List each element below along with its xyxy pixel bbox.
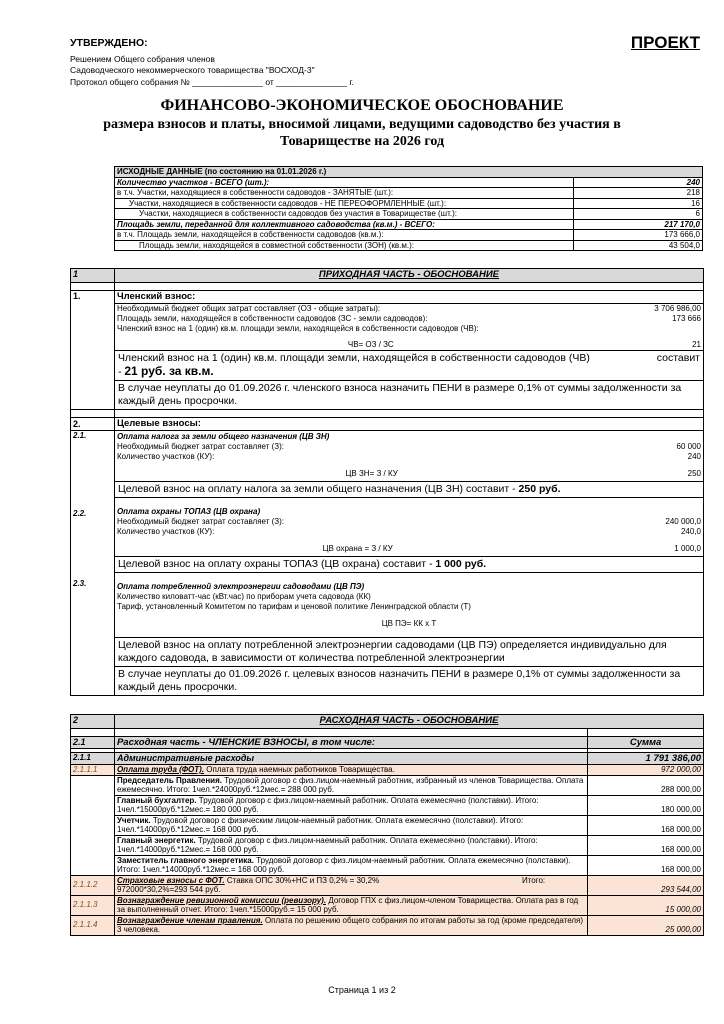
tax-plots-value: 240 xyxy=(687,452,701,461)
staff-text: Трудовой договор с физ.лицом-наемный работник. Оплата ежемесячно (полставки). Итого: 1чел.*14000руб.*12мес.= 168 000 руб. xyxy=(116,835,538,854)
member-fee-title: Членский взнос: xyxy=(115,291,703,304)
source-row-value: 217 170,0 xyxy=(574,219,703,230)
board-text: Оплата по решению общего собрания по итогам работы за год (кроме председателя) 3 человека. xyxy=(116,915,584,934)
insurance-row xyxy=(114,875,587,895)
tax-formula: ЦВ ЗН= З / КУ xyxy=(345,469,398,478)
insurance-calc: 972000*30,2%=293 544 руб. xyxy=(116,885,221,894)
security-formula: ЦВ охрана = З / КУ xyxy=(322,544,393,553)
wage-number: 2.1.1.1 xyxy=(71,765,115,776)
staff-sum: 168 000,00 xyxy=(588,855,704,875)
member-conclusion-text: Членский взнос на 1 (один) кв.м. площади земли, находящейся в собственности садоводов (ЧВ) xyxy=(117,352,590,364)
expense-section-number: 2 xyxy=(71,715,115,729)
project-stamp: ПРОЕКТ xyxy=(630,33,700,52)
member-conclusion xyxy=(115,350,703,380)
member-rate-label: Членский взнос на 1 (один) кв.м. площади земли, находящейся в собственности садоводов (ЧВ): xyxy=(116,324,479,333)
income-section-heading: ПРИХОДНАЯ ЧАСТЬ - ОБОСНОВАНИЕ xyxy=(114,269,703,283)
power-tariff-label: Тариф, установленный Комитетом по тарифам и ценовой политике Ленинградской области (Т) xyxy=(116,602,471,611)
staff-sum: 288 000,00 xyxy=(588,775,704,795)
source-row-value: 6 xyxy=(574,209,703,220)
source-heading: ИСХОДНЫЕ ДАННЫЕ (по состоянию на 01.01.2026 г.) xyxy=(115,167,703,178)
sum-column-header: Сумма xyxy=(588,737,704,749)
source-row-value: 240 xyxy=(574,177,703,188)
security-subtitle: Оплата охраны ТОПАЗ (ЦВ охрана) xyxy=(116,507,261,516)
approval-line-1: Решением Общего собрания членов xyxy=(70,53,215,64)
security-result-box xyxy=(115,556,703,573)
staff-text: Трудовой договор с физ.лицом-наемный работник. Оплата ежемесячно (полставки). Итого: 1чел.*15000руб.*12мес.= 180 000 руб. xyxy=(116,795,539,814)
page-number: Страница 1 из 2 xyxy=(328,985,396,995)
security-formula-value: 1 000,0 xyxy=(674,544,701,553)
insurance-text: Ставка ОПС 30%+НС и ПЗ 0,2% = 30,2% xyxy=(226,875,380,885)
staff-sum: 180 000,00 xyxy=(588,795,704,815)
staff-text: Трудовой договор с физ.лицом-наемный работник, избранный из членов Товарищества. Оплата ежемесячно. Итого: 1чел.*24000руб.*12мес.= 288 000 руб. xyxy=(116,775,584,794)
source-row-label: в т.ч. Участки, находящиеся в собственности садоводов - ЗАНЯТЫЕ (шт.): xyxy=(115,188,574,199)
tax-result-box xyxy=(115,481,703,498)
board-number: 2.1.1.4 xyxy=(71,915,115,935)
power-subtitle: Оплата потребленной электроэнергии садоводами (ЦВ ПЭ) xyxy=(116,582,365,591)
tax-subtitle: Оплата налога за земли общего назначения (ЦВ ЗН) xyxy=(116,432,330,441)
security-plots-label: Количество участков (КУ): xyxy=(116,527,215,536)
security-result-text: Целевой взнос на оплату охраны ТОПАЗ (ЦВ охрана) составит - xyxy=(117,558,436,570)
admin-title: Административные расходы xyxy=(114,753,587,765)
title-line-3: Товариществе на 2026 год xyxy=(279,134,445,149)
admin-number: 2.1.1 xyxy=(71,753,115,765)
source-row-label: Количество участков - ВСЕГО (шт.): xyxy=(115,177,574,188)
staff-sum: 168 000,00 xyxy=(588,815,704,835)
staff-role: Председатель Правления. xyxy=(116,775,222,785)
target-sub3-number: 2.3. xyxy=(73,579,87,588)
power-result-box: Целевой взнос на оплату потребленной электроэнергии садоводами (ЦВ ПЭ) определяется индивидуально для каждого садовода, в зависимости от количества потребленной электроэнергии xyxy=(115,637,703,666)
income-section-number: 1 xyxy=(71,269,115,283)
audit-number: 2.1.1.3 xyxy=(71,895,115,915)
title-line-2: размера взносов и платы, вносимой лицами, ведущими садоводство без участия в xyxy=(103,117,621,132)
insurance-total-label: Итого: xyxy=(521,875,546,885)
wage-text: Оплата труда наемных работников Товарищества. xyxy=(206,765,395,774)
member-formula: ЧВ= ОЗ / ЗС xyxy=(347,340,394,349)
power-kwh-label: Количество киловатт-час (кВт.час) по приборам учета садовода (КК) xyxy=(116,592,371,601)
tax-budget-value: 60 000 xyxy=(676,442,701,451)
staff-role: Заместитель главного энергетика. xyxy=(116,855,254,865)
target-sub1-number: 2.1. xyxy=(73,431,87,440)
audit-sum: 15 000,00 xyxy=(588,895,704,915)
source-row-label: Площадь земли, находящейся в совместной собственности (ЗОН) (кв.м.): xyxy=(115,240,574,251)
source-row-label: Площадь земли, переданной для коллективного садоводства (кв.м.) - ВСЕГО: xyxy=(115,219,574,230)
member-rate-result: 21 руб. за кв.м. xyxy=(124,364,214,378)
power-formula: ЦВ ПЭ= КК х Т xyxy=(381,619,437,628)
security-budget-value: 240 000,0 xyxy=(665,517,701,526)
approval-line-3: Протокол общего собрания № _______________ от _______________ г. xyxy=(70,76,354,87)
staff-role: Учетчик. xyxy=(116,815,151,825)
source-row-value: 43 504,0 xyxy=(574,240,703,251)
security-result-amount: 1 000 руб. xyxy=(435,558,487,570)
target-fee-block xyxy=(114,418,703,696)
member-conclusion-will: составит xyxy=(656,352,700,364)
target-fee-numbers xyxy=(71,418,115,696)
board-row xyxy=(114,915,587,935)
insurance-sum: 293 544,00 xyxy=(588,875,704,895)
source-row-label: Участки, находящиеся в собственности садоводов без участия в Товариществе (шт.): xyxy=(115,209,574,220)
expense-table xyxy=(70,714,704,936)
staff-row xyxy=(114,815,587,835)
insurance-title: Страховые взносы с ФОТ. xyxy=(116,875,225,885)
insurance-number: 2.1.1.2 xyxy=(71,875,115,895)
tax-formula-value: 250 xyxy=(687,469,701,478)
staff-text: Трудовой договор с физическим лицом-наемный работник. Оплата ежемесячно (полставки). Итого: 1чел.*14000руб.*12мес.= 168 000 руб. xyxy=(116,815,524,834)
security-budget-label: Необходимый бюджет затрат составляет (З): xyxy=(116,517,284,526)
approved-label: УТВЕРЖДЕНО: xyxy=(70,37,148,49)
tax-plots-label: Количество участков (КУ): xyxy=(116,452,215,461)
source-row-value: 16 xyxy=(574,198,703,209)
board-title: Вознаграждение членам правления. xyxy=(116,915,263,925)
audit-title: Вознаграждение ревизионной комиссии (ревизору). xyxy=(116,895,327,905)
tax-result-text: Целевой взнос на оплату налога за земли общего назначения (ЦВ ЗН) составит - xyxy=(117,483,519,495)
staff-row xyxy=(114,835,587,855)
staff-row xyxy=(114,855,587,875)
source-data-table xyxy=(114,166,703,251)
security-plots-value: 240,0 xyxy=(680,527,701,536)
staff-text: Трудовой договор с физ.лицом-наемный работник. Оплата ежемесячно (полставки). Итого: 1чел.*14000руб.*12мес.= 168 000 руб. xyxy=(116,855,571,874)
source-row-label: в т.ч. Площадь земли, находящейся в собственности садоводов (кв.м.): xyxy=(115,230,574,241)
staff-role: Главный энергетик. xyxy=(116,835,196,845)
approval-block xyxy=(70,38,354,88)
board-sum: 25 000,00 xyxy=(588,915,704,935)
tax-budget-label: Необходимый бюджет затрат составляет (З): xyxy=(116,442,284,451)
member-fee-block xyxy=(114,291,703,410)
target-fee-number: 2. xyxy=(71,418,114,431)
target-sub2-number: 2.2. xyxy=(73,509,87,518)
member-budget-value: 3 706 986,00 xyxy=(654,304,701,313)
wage-sum: 972 000,00 xyxy=(588,765,704,776)
member-penalty-note: В случае неуплаты до 01.09.2026 г. членского взноса назначить ПЕНИ в размере 0,1% от суммы задолженности за каждый день просрочки. xyxy=(115,380,703,409)
staff-role: Главный бухгалтер. xyxy=(116,795,197,805)
audit-text: Договор ГПХ с физ.лицом-членом Товарищества. Оплата раз в год за выполненный отчет. Итого: 1чел.*15000руб.= 15 000 руб. xyxy=(116,895,579,914)
title-line-1: ФИНАНСОВО-ЭКОНОМИЧЕСКОЕ ОБОСНОВАНИЕ xyxy=(160,97,564,114)
target-fee-title: Целевые взносы: xyxy=(115,418,703,431)
expense-sub-title: Расходная часть - ЧЛЕНСКИЕ ВЗНОСЫ, в том числе: xyxy=(114,737,587,749)
member-budget-label: Необходимый бюджет общих затрат составляет (ОЗ - общие затраты): xyxy=(116,304,381,313)
admin-sum: 1 791 386,00 xyxy=(588,753,704,765)
staff-sum: 168 000,00 xyxy=(588,835,704,855)
source-row-value: 218 xyxy=(574,188,703,199)
expense-section-heading: РАСХОДНАЯ ЧАСТЬ - ОБОСНОВАНИЕ xyxy=(114,715,703,729)
member-conclusion-dash: - xyxy=(117,366,125,378)
member-formula-value: 21 xyxy=(692,340,701,349)
tax-result-amount: 250 руб. xyxy=(518,483,561,495)
audit-row xyxy=(114,895,587,915)
target-penalty-note: В случае неуплаты до 01.09.2026 г. целевых взносов назначить ПЕНИ в размере 0,1% от суммы задолженности за каждый день просрочки. xyxy=(115,666,703,695)
staff-row xyxy=(114,775,587,795)
wage-title: Оплата труда (ФОТ). xyxy=(116,765,205,774)
document-title xyxy=(0,96,724,150)
income-table xyxy=(70,268,704,696)
source-row-value: 173 666,0 xyxy=(574,230,703,241)
approval-line-2: Садоводческого некоммерческого товарищества "ВОСХОД-3" xyxy=(70,65,315,75)
member-fee-number: 1. xyxy=(71,291,115,410)
source-row-label: Участки, находящиеся в собственности садоводов - НЕ ПЕРЕОФОРМЛЕННЫЕ (шт.): xyxy=(115,198,574,209)
member-area-value: 173 666 xyxy=(672,314,701,323)
staff-row xyxy=(114,795,587,815)
expense-sub-number: 2.1 xyxy=(71,737,115,749)
member-area-label: Площадь земли, находящейся в собственности садоводов (ЗС - земли садоводов): xyxy=(116,314,428,323)
